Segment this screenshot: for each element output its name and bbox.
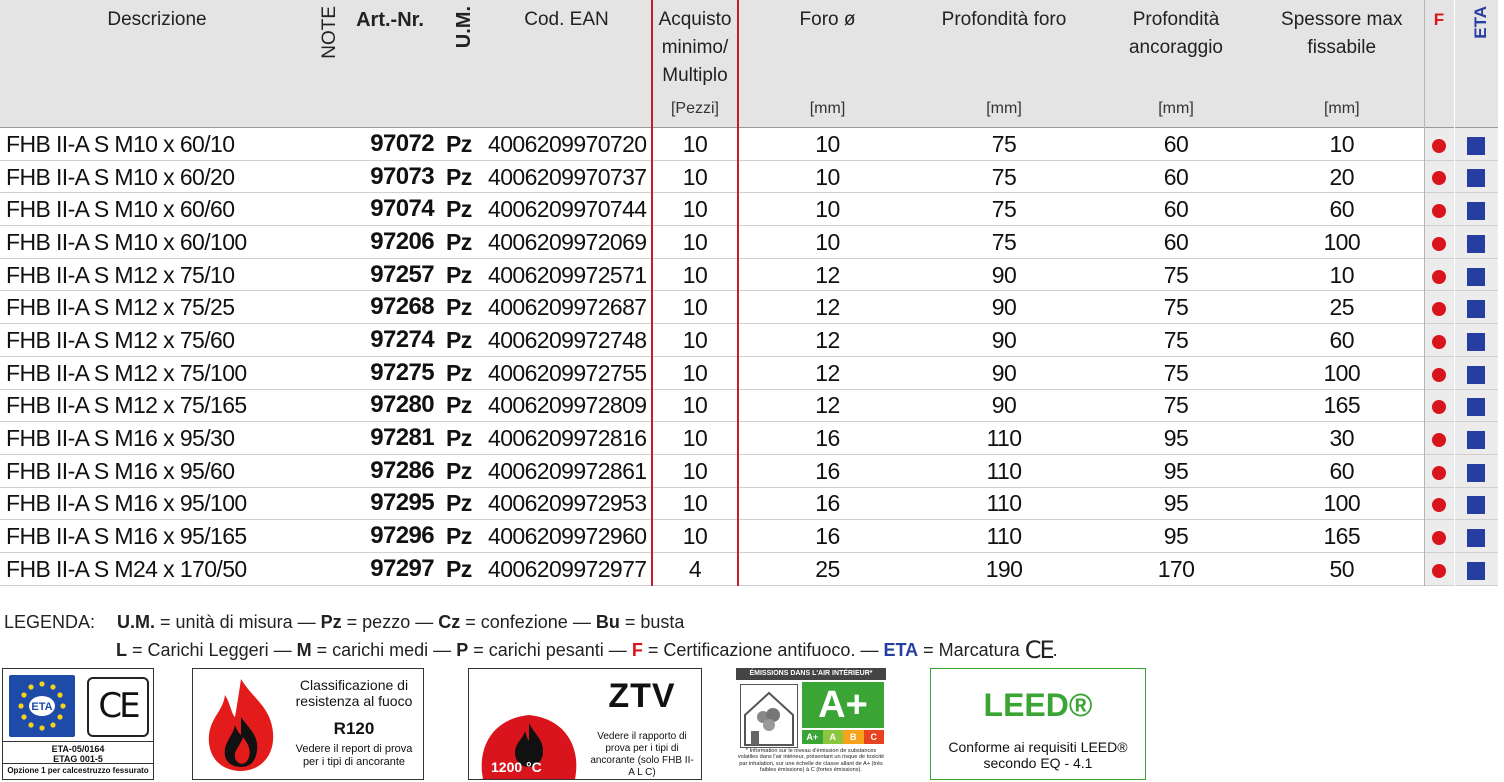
cell-profondita-ancoraggio: 60	[1163, 163, 1189, 190]
cell-um: Pz	[446, 392, 472, 419]
eta-approval-text	[3, 741, 153, 764]
cell-note	[314, 422, 340, 455]
cell-art-nr: 97268	[370, 293, 434, 321]
header-descrizione: Descrizione	[0, 0, 314, 128]
air-header: ÉMISSIONS DANS L'AIR INTÉRIEUR*	[736, 668, 886, 680]
cell-um: Pz	[446, 130, 472, 157]
cell-eta	[1454, 128, 1498, 161]
flame-icon	[201, 677, 281, 773]
cell-eta	[1454, 160, 1498, 193]
cell-profondita-ancoraggio: 60	[1163, 228, 1189, 255]
cell-profondita-foro: 75	[991, 228, 1017, 255]
header-f: F	[1424, 0, 1454, 128]
legend-cz-key: Cz	[438, 612, 461, 632]
fire-cert-dot-icon	[1432, 171, 1446, 185]
table-row	[0, 128, 1498, 161]
table-row	[0, 324, 1498, 357]
cell-descrizione: FHB II-A S M12 x 75/100	[6, 359, 247, 386]
eta-square-icon	[1467, 562, 1485, 580]
cell-foro: 12	[815, 294, 840, 321]
fire-cert-dot-icon	[1432, 237, 1446, 251]
legend-eta-value: = Marcatura	[923, 640, 1020, 660]
header-art-nr: Art.-Nr.	[340, 0, 440, 128]
cell-eta	[1454, 422, 1498, 455]
cell-ean: 4006209972960	[488, 523, 647, 550]
cell-note	[314, 324, 340, 357]
table-header	[0, 0, 1498, 128]
cell-profondita-foro: 90	[991, 359, 1017, 386]
leed-badge	[930, 668, 1146, 780]
fire-cert-dot-icon	[1432, 270, 1446, 284]
cell-art-nr: 97072	[370, 129, 434, 157]
cell-descrizione: FHB II-A S M12 x 75/25	[6, 294, 235, 321]
fire-cert-dot-icon	[1432, 400, 1446, 414]
eta-square-icon	[1467, 169, 1485, 187]
cell-spessore: 100	[1323, 228, 1361, 255]
cell-ean: 4006209972069	[488, 228, 647, 255]
cell-acquisto: 10	[652, 160, 738, 193]
cell-um: Pz	[446, 228, 472, 255]
leed-logo: LEED®	[983, 687, 1093, 723]
eta-square-icon	[1467, 333, 1485, 351]
cell-acquisto: 4	[652, 552, 738, 585]
fire-cert-dot-icon	[1432, 204, 1446, 218]
cell-descrizione: FHB II-A S M24 x 170/50	[6, 555, 247, 582]
cell-note	[314, 389, 340, 422]
fire-cert-dot-icon	[1432, 302, 1446, 316]
fire-cert-dot-icon	[1432, 139, 1446, 153]
cell-profondita-foro: 110	[986, 457, 1022, 484]
cell-ean: 4006209972571	[488, 261, 647, 288]
cell-f	[1424, 193, 1454, 226]
fire-cert-dot-icon	[1432, 335, 1446, 349]
table-row	[0, 193, 1498, 226]
eta-square-icon	[1467, 398, 1485, 416]
ce-mark-icon: CE	[1024, 636, 1053, 664]
air-scale	[802, 730, 884, 744]
cell-profondita-foro: 90	[991, 392, 1017, 419]
cell-art-nr: 97074	[370, 195, 434, 223]
cell-foro: 10	[815, 163, 840, 190]
cell-acquisto: 10	[652, 324, 738, 357]
cell-profondita-ancoraggio: 95	[1163, 490, 1189, 517]
cell-um: Pz	[446, 294, 472, 321]
legend-l-key: L	[116, 640, 127, 660]
cell-descrizione: FHB II-A S M12 x 75/10	[6, 261, 235, 288]
fire-cert-dot-icon	[1432, 531, 1446, 545]
cell-profondita-foro: 190	[985, 555, 1023, 582]
cell-ean: 4006209972755	[488, 359, 647, 386]
table-row	[0, 160, 1498, 193]
cell-acquisto: 10	[652, 128, 738, 161]
eta-line-3: Opzione 1 per calcestruzzo fessurato	[3, 763, 153, 775]
header-profondita-foro: Profondità foro [mm]	[916, 0, 1092, 128]
cell-f	[1424, 454, 1454, 487]
header-acquisto: Acquisto minimo/ Multiplo [Pezzi]	[652, 0, 738, 128]
header-ean: Cod. EAN	[482, 0, 652, 128]
table-row	[0, 487, 1498, 520]
header-note: NOTE	[314, 0, 340, 128]
cell-um: Pz	[446, 196, 472, 223]
fire-cert-dot-icon	[1432, 498, 1446, 512]
header-foro: Foro ø [mm]	[738, 0, 916, 128]
cell-spessore: 100	[1323, 490, 1361, 517]
legend-um-value: = unità di misura —	[160, 612, 316, 632]
cell-f	[1424, 160, 1454, 193]
cell-foro: 10	[815, 130, 840, 157]
cell-profondita-ancoraggio: 75	[1163, 359, 1189, 386]
cell-art-nr: 97073	[370, 162, 434, 190]
cell-spessore: 50	[1329, 555, 1354, 582]
cell-acquisto: 10	[652, 258, 738, 291]
legend-f-value: = Certificazione antifuoco. —	[647, 640, 879, 660]
eta-square-icon	[1467, 529, 1485, 547]
legend-bu-key: Bu	[595, 612, 620, 632]
cell-f	[1424, 128, 1454, 161]
cell-note	[314, 291, 340, 324]
legend-bu-value: = busta	[624, 612, 685, 632]
cell-f	[1424, 520, 1454, 553]
air-scale-a-plus: A+	[802, 730, 823, 744]
cell-note	[314, 160, 340, 193]
eta-square-icon	[1467, 300, 1485, 318]
fire-cert-dot-icon	[1432, 564, 1446, 578]
fire-note: Vedere il report di prova per i tipi di ancorante	[295, 743, 413, 768]
ztv-title: ZTV	[608, 677, 676, 715]
table-row	[0, 520, 1498, 553]
cell-foro: 16	[815, 457, 840, 484]
cell-ean: 4006209972816	[488, 425, 647, 452]
cell-ean: 4006209972953	[488, 490, 647, 517]
leed-text: Conforme ai requisiti LEED® secondo EQ - 4.1	[948, 739, 1128, 771]
cell-profondita-foro: 90	[991, 294, 1017, 321]
header-spessore: Spessore max fissabile [mm]	[1260, 0, 1424, 128]
cell-f	[1424, 226, 1454, 259]
cell-descrizione: FHB II-A S M12 x 75/165	[6, 392, 247, 419]
cell-profondita-ancoraggio: 75	[1163, 326, 1189, 353]
cell-note	[314, 226, 340, 259]
legend-label: LEGENDA:	[4, 612, 96, 632]
cell-profondita-foro: 110	[986, 523, 1022, 550]
legend-eta-key: ETA	[883, 640, 919, 660]
legend-um-key: U.M.	[117, 612, 156, 632]
cell-um: Pz	[446, 555, 472, 582]
header-eta: ETA	[1454, 0, 1498, 128]
legend-m-value: = carichi medi —	[316, 640, 452, 660]
cell-acquisto: 10	[652, 487, 738, 520]
cell-eta	[1454, 487, 1498, 520]
cell-profondita-foro: 110	[986, 490, 1022, 517]
eta-logo-icon	[9, 675, 75, 737]
ztv-badge	[468, 668, 702, 780]
legend-cz-value: = confezione —	[465, 612, 591, 632]
fire-class-text: Classificazione di resistenza al fuoco	[295, 677, 413, 709]
cell-acquisto: 10	[652, 291, 738, 324]
cell-descrizione: FHB II-A S M16 x 95/100	[6, 490, 247, 517]
cell-acquisto: 10	[652, 356, 738, 389]
air-grade: A+	[802, 682, 884, 728]
cell-spessore: 165	[1323, 523, 1361, 550]
cell-spessore: 100	[1323, 359, 1361, 386]
cell-um: Pz	[446, 425, 472, 452]
cell-f	[1424, 552, 1454, 585]
eta-logo-text: ETA	[31, 701, 53, 713]
air-scale-a: A	[823, 730, 844, 744]
cell-ean: 4006209972977	[488, 555, 647, 582]
fire-rating: R120	[333, 719, 375, 738]
cell-art-nr: 97206	[370, 227, 434, 255]
table-row	[0, 226, 1498, 259]
cell-um: Pz	[446, 490, 472, 517]
cell-foro: 12	[815, 359, 840, 386]
eta-square-icon	[1467, 202, 1485, 220]
legend-line-1	[4, 608, 684, 636]
cell-spessore: 165	[1323, 392, 1361, 419]
cell-note	[314, 356, 340, 389]
cell-profondita-foro: 110	[986, 425, 1022, 452]
cell-profondita-ancoraggio: 170	[1157, 555, 1195, 582]
cell-f	[1424, 324, 1454, 357]
cell-spessore: 60	[1329, 326, 1354, 353]
cell-eta	[1454, 193, 1498, 226]
cell-eta	[1454, 324, 1498, 357]
header-um: U.M.	[440, 0, 482, 128]
legend-p-value: = carichi pesanti —	[473, 640, 627, 660]
cell-spessore: 60	[1329, 196, 1354, 223]
cell-descrizione: FHB II-A S M10 x 60/60	[6, 196, 235, 223]
cell-foro: 12	[815, 326, 840, 353]
air-scale-b: B	[843, 730, 864, 744]
cell-foro: 25	[815, 555, 840, 582]
cell-um: Pz	[446, 163, 472, 190]
cell-note	[314, 193, 340, 226]
cell-descrizione: FHB II-A S M16 x 95/60	[6, 457, 235, 484]
cell-f	[1424, 258, 1454, 291]
cell-eta	[1454, 356, 1498, 389]
cell-f	[1424, 291, 1454, 324]
cell-profondita-foro: 90	[991, 326, 1017, 353]
cell-spessore: 20	[1329, 163, 1354, 190]
table-row	[0, 291, 1498, 324]
air-emissions-badge	[736, 668, 886, 778]
cell-eta	[1454, 258, 1498, 291]
eta-line-1: ETA-05/0164	[51, 744, 105, 754]
cell-um: Pz	[446, 457, 472, 484]
legend-f-key: F	[631, 640, 643, 660]
cell-foro: 16	[815, 490, 840, 517]
eta-square-icon	[1467, 268, 1485, 286]
cell-um: Pz	[446, 261, 472, 288]
cell-acquisto: 10	[652, 454, 738, 487]
cell-note	[314, 520, 340, 553]
cell-spessore: 10	[1329, 130, 1354, 157]
header-profondita-ancoraggio: Profondità ancoraggio [mm]	[1092, 0, 1260, 128]
cell-foro: 16	[815, 425, 840, 452]
cell-art-nr: 97257	[370, 260, 434, 288]
air-scale-c: C	[864, 730, 885, 744]
cell-spessore: 60	[1329, 457, 1354, 484]
eta-square-icon	[1467, 137, 1485, 155]
cell-profondita-foro: 90	[991, 261, 1017, 288]
cell-foro: 12	[815, 261, 840, 288]
cell-profondita-ancoraggio: 95	[1163, 457, 1189, 484]
legend-m-key: M	[296, 640, 312, 660]
cell-foro: 16	[815, 523, 840, 550]
cell-profondita-ancoraggio: 60	[1163, 196, 1189, 223]
table-row	[0, 454, 1498, 487]
eta-square-icon	[1467, 496, 1485, 514]
cell-profondita-ancoraggio: 75	[1163, 294, 1189, 321]
cell-um: Pz	[446, 326, 472, 353]
cell-profondita-ancoraggio: 95	[1163, 425, 1189, 452]
legend-line-2	[116, 636, 1058, 664]
cell-ean: 4006209970720	[488, 130, 647, 157]
eta-square-icon	[1467, 431, 1485, 449]
cell-descrizione: FHB II-A S M10 x 60/100	[6, 228, 247, 255]
cell-profondita-ancoraggio: 95	[1163, 523, 1189, 550]
legend-l-value: = Carichi Leggeri —	[132, 640, 292, 660]
cell-art-nr: 97297	[370, 554, 434, 582]
cell-acquisto: 10	[652, 226, 738, 259]
cell-profondita-ancoraggio: 75	[1163, 392, 1189, 419]
cell-f	[1424, 356, 1454, 389]
cell-descrizione: FHB II-A S M10 x 60/10	[6, 130, 235, 157]
cell-profondita-foro: 75	[991, 163, 1017, 190]
cell-f	[1424, 487, 1454, 520]
legend-end: .	[1052, 640, 1058, 660]
cell-um: Pz	[446, 523, 472, 550]
cell-f	[1424, 422, 1454, 455]
cell-acquisto: 10	[652, 422, 738, 455]
cell-art-nr: 97275	[370, 358, 434, 386]
cell-ean: 4006209972809	[488, 392, 647, 419]
cell-eta	[1454, 520, 1498, 553]
cell-spessore: 25	[1329, 294, 1354, 321]
eta-square-icon	[1467, 235, 1485, 253]
cell-eta	[1454, 552, 1498, 585]
cell-descrizione: FHB II-A S M16 x 95/165	[6, 523, 247, 550]
cell-descrizione: FHB II-A S M12 x 75/60	[6, 326, 235, 353]
cell-profondita-ancoraggio: 60	[1163, 130, 1189, 157]
cell-ean: 4006209972748	[488, 326, 647, 353]
legend-pz-value: = pezzo —	[346, 612, 434, 632]
cell-note	[314, 258, 340, 291]
cell-art-nr: 97280	[370, 391, 434, 419]
fire-cert-dot-icon	[1432, 433, 1446, 447]
house-icon	[740, 684, 798, 748]
ztv-temperature: 1200 °C	[491, 759, 542, 775]
fire-resistance-badge	[192, 668, 424, 780]
legend-pz-key: Pz	[320, 612, 342, 632]
legend-p-key: P	[456, 640, 469, 660]
cell-profondita-foro: 75	[991, 196, 1017, 223]
eta-square-icon	[1467, 366, 1485, 384]
cell-profondita-ancoraggio: 75	[1163, 261, 1189, 288]
cell-foro: 10	[815, 196, 840, 223]
cell-acquisto: 10	[652, 520, 738, 553]
cell-um: Pz	[446, 359, 472, 386]
cell-note	[314, 128, 340, 161]
cell-foro: 10	[815, 228, 840, 255]
table-row	[0, 422, 1498, 455]
cell-ean: 4006209972861	[488, 457, 647, 484]
cell-acquisto: 10	[652, 193, 738, 226]
table-row	[0, 356, 1498, 389]
cell-eta	[1454, 389, 1498, 422]
cell-acquisto: 10	[652, 389, 738, 422]
fire-cert-dot-icon	[1432, 368, 1446, 382]
table-row	[0, 389, 1498, 422]
cell-art-nr: 97296	[370, 522, 434, 550]
cell-eta	[1454, 454, 1498, 487]
eta-line-2: ETAG 001-5	[53, 754, 103, 764]
fire-cert-dot-icon	[1432, 466, 1446, 480]
cell-art-nr: 97295	[370, 489, 434, 517]
ztv-text: Vedere il rapporto di prova per i tipi di ancorante (solo FHB II-A L C)	[590, 731, 694, 778]
cell-art-nr: 97286	[370, 456, 434, 484]
cell-profondita-foro: 75	[991, 130, 1017, 157]
cell-spessore: 10	[1329, 261, 1354, 288]
table-row	[0, 258, 1498, 291]
cell-eta	[1454, 291, 1498, 324]
table-row	[0, 552, 1498, 585]
air-footnote: * Information sur le niveau d'émission de substances volatiles dans l'air intérieur, présentant un risque de toxicité par inhalation, sur une échelle de classe allant de A+ (très faibles émissions) à C (fortes émissions).	[737, 748, 885, 774]
ce-logo-icon: CE	[87, 677, 149, 737]
cell-note	[314, 487, 340, 520]
cell-art-nr: 97274	[370, 325, 434, 353]
cell-ean: 4006209972687	[488, 294, 647, 321]
cell-f	[1424, 389, 1454, 422]
cell-descrizione: FHB II-A S M16 x 95/30	[6, 425, 235, 452]
cell-eta	[1454, 226, 1498, 259]
cell-spessore: 30	[1329, 425, 1354, 452]
eta-square-icon	[1467, 464, 1485, 482]
cell-descrizione: FHB II-A S M10 x 60/20	[6, 163, 235, 190]
eta-ce-badge	[2, 668, 154, 780]
cell-note	[314, 454, 340, 487]
cell-ean: 4006209970744	[488, 196, 647, 223]
cell-art-nr: 97281	[370, 424, 434, 452]
cell-foro: 12	[815, 392, 840, 419]
cell-note	[314, 552, 340, 585]
cell-ean: 4006209970737	[488, 163, 647, 190]
